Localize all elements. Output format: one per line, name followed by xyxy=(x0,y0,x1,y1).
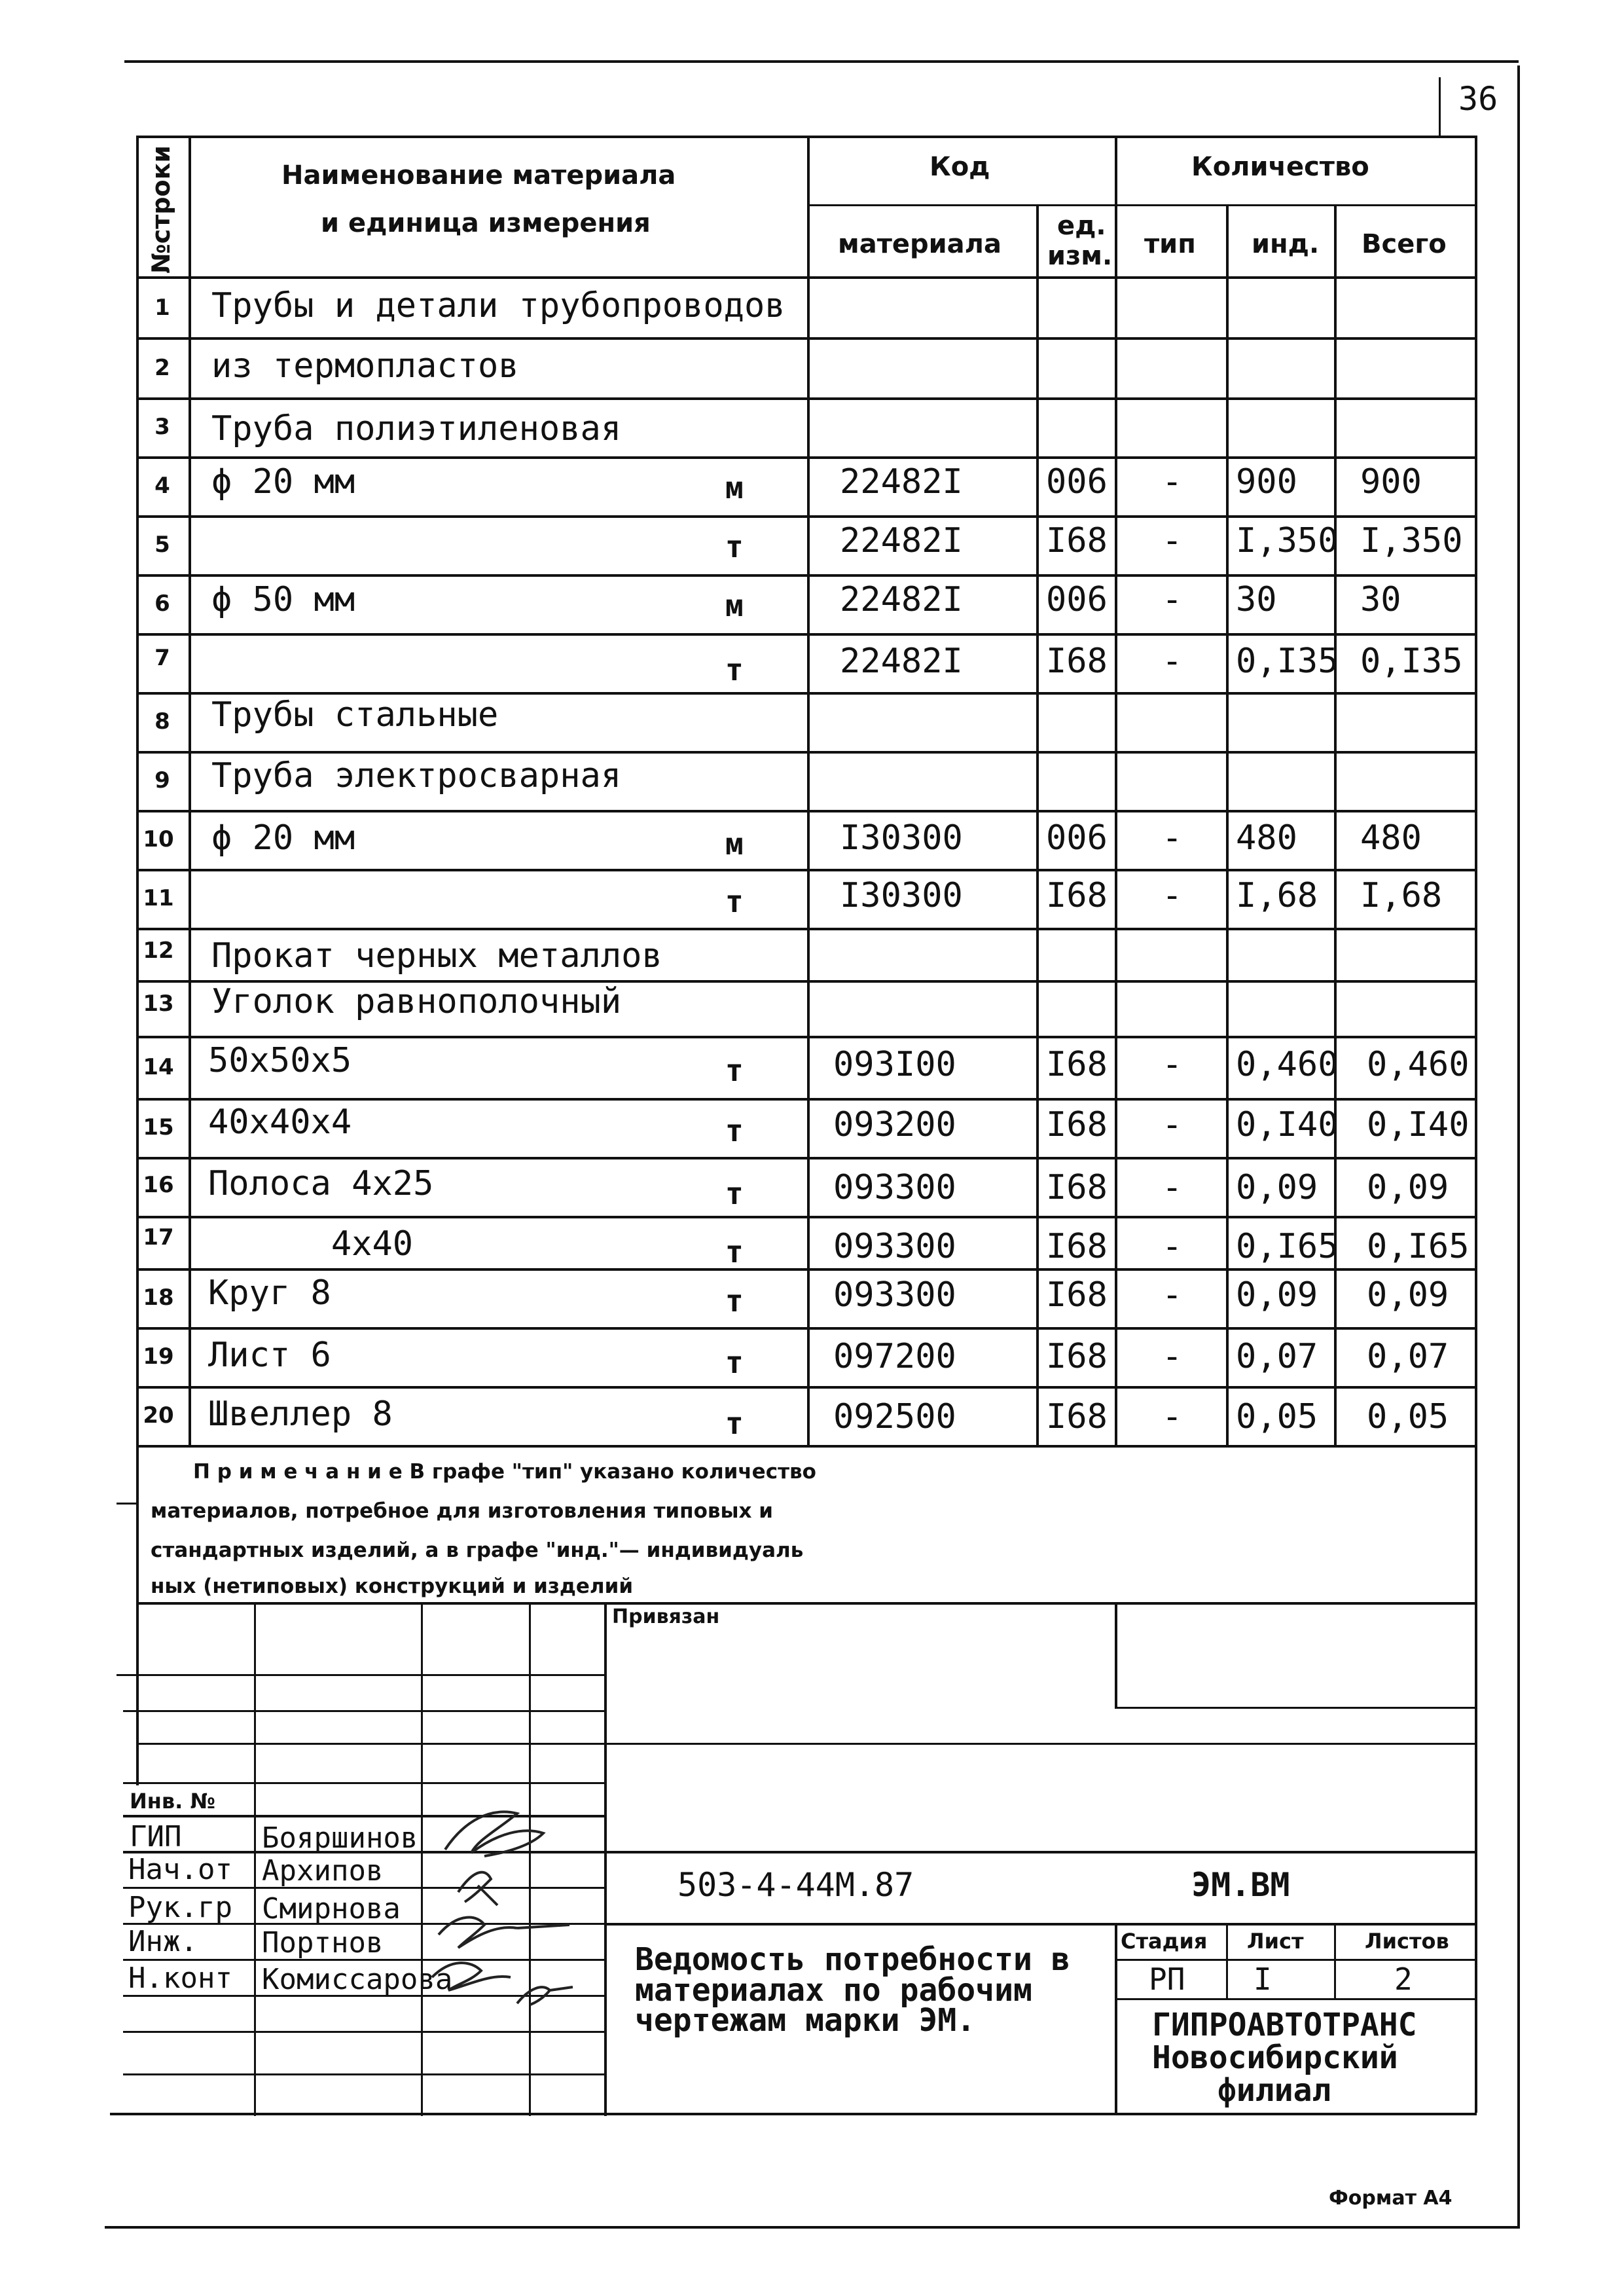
page-number-box-line xyxy=(1439,77,1441,136)
row-unit: м xyxy=(725,588,744,623)
note-line-1: П р и м е ч а н и е В графе "тип" указано количество xyxy=(193,1460,816,1484)
signer-name-lead: Смирнова xyxy=(262,1892,401,1925)
table-row-line xyxy=(136,337,1477,340)
row-type: - xyxy=(1162,1227,1183,1266)
tb-line xyxy=(254,1602,256,2116)
row-name: Уголок равнополочный xyxy=(211,982,622,1021)
organization-line1: ГИПРОАВТОТРАНС xyxy=(1152,2007,1417,2043)
row-ind: 0,09 xyxy=(1236,1168,1318,1207)
table-row-line xyxy=(136,633,1477,636)
tb-line xyxy=(1334,1923,1336,1998)
signer-role-head: Нач.от xyxy=(128,1853,232,1886)
row-unit-code: 006 xyxy=(1046,818,1108,858)
row-total: 0,09 xyxy=(1367,1275,1449,1315)
header-material: материала xyxy=(838,229,1001,259)
row-number: 17 xyxy=(143,1224,174,1250)
row-unit: т xyxy=(725,1176,744,1211)
table-row-line xyxy=(136,1157,1477,1159)
tb-line xyxy=(136,1602,139,1785)
row-unit-code: I68 xyxy=(1046,1045,1108,1084)
tb-line xyxy=(604,1602,607,2116)
row-total: I,350 xyxy=(1360,521,1463,560)
table-row-line xyxy=(136,515,1477,518)
row-unit-code: I68 xyxy=(1046,876,1108,915)
row-number: 14 xyxy=(143,1054,174,1080)
signer-role-gip: ГИП xyxy=(130,1820,182,1853)
row-type: - xyxy=(1162,1105,1183,1144)
row-number: 15 xyxy=(143,1114,174,1140)
row-number: 12 xyxy=(143,938,174,964)
table-row-line xyxy=(136,1098,1477,1101)
row-ind: 480 xyxy=(1236,818,1297,858)
table-row-line xyxy=(136,456,1477,459)
header-row-number: №строки xyxy=(147,145,175,274)
table-row-line xyxy=(136,397,1477,400)
row-name: Трубы стальные xyxy=(211,695,499,735)
row-type: - xyxy=(1162,1168,1183,1207)
header-unit-line2: изм. xyxy=(1047,241,1113,271)
header-total: Всего xyxy=(1362,229,1447,259)
row-unit-code: I68 xyxy=(1046,642,1108,681)
row-material-code: 097200 xyxy=(833,1337,956,1376)
document-title-line3: чертежам марки ЭМ. xyxy=(635,2002,976,2039)
row-unit-code: I68 xyxy=(1046,521,1108,560)
inventory-label: Инв. № xyxy=(130,1789,215,1814)
row-number: 8 xyxy=(154,708,170,735)
row-number: 11 xyxy=(143,885,174,911)
row-material-code: 092500 xyxy=(833,1397,956,1436)
table-row-line xyxy=(136,692,1477,695)
table-col-line xyxy=(1115,136,1117,1445)
row-name: Лист 6 xyxy=(208,1336,331,1375)
row-type: - xyxy=(1162,521,1183,560)
row-total: 0,07 xyxy=(1367,1337,1449,1376)
header-name-line2: и единица измерения xyxy=(321,208,651,238)
table-row-line xyxy=(136,1327,1477,1330)
row-number: 2 xyxy=(154,355,170,381)
row-material-code: I30300 xyxy=(840,876,963,915)
row-material-code: 22482I xyxy=(840,521,963,560)
header-type: тип xyxy=(1144,229,1196,259)
table-row-line xyxy=(136,869,1477,871)
signature-scribbles xyxy=(419,1794,576,2010)
row-name: ϕ 20 мм xyxy=(211,818,355,858)
row-unit: т xyxy=(725,1113,744,1148)
row-name: из термопластов xyxy=(211,346,519,386)
row-unit: т xyxy=(725,1053,744,1088)
row-material-code: 22482I xyxy=(840,580,963,619)
row-type: - xyxy=(1162,580,1183,619)
table-row-line xyxy=(136,276,1477,279)
signer-name-engineer: Портнов xyxy=(262,1926,384,1960)
organization-line2: Новосибирский xyxy=(1152,2039,1398,2076)
header-name-line1: Наименование материала xyxy=(281,160,676,191)
note-line-2: материалов, потребное для изготовления типовых и xyxy=(151,1499,774,1523)
bottom-border-line xyxy=(105,2226,1520,2229)
document-number: 503-4-44М.87 xyxy=(677,1866,914,1904)
row-name: Труба полиэтиленовая xyxy=(211,409,622,448)
signer-role-engineer: Инж. xyxy=(128,1925,198,1958)
row-total: 0,05 xyxy=(1367,1397,1449,1436)
row-number: 13 xyxy=(143,991,174,1017)
row-ind: 0,I35 xyxy=(1236,642,1339,681)
row-unit-code: I68 xyxy=(1046,1105,1108,1144)
table-row-line xyxy=(136,1386,1477,1389)
row-type: - xyxy=(1162,1397,1183,1436)
row-material-code: 22482I xyxy=(840,462,963,502)
organization-line3: филиал xyxy=(1218,2072,1331,2109)
signer-name-gip: Бояршинов xyxy=(262,1821,418,1855)
note-line-3: стандартных изделий, а в графе "инд."— индивидуаль xyxy=(151,1539,804,1562)
row-total: 0,I40 xyxy=(1367,1105,1470,1144)
tb-line xyxy=(136,1602,1477,1605)
row-name: ϕ 20 мм xyxy=(211,462,355,502)
tb-line xyxy=(1115,1923,1117,2113)
row-unit: м xyxy=(725,470,744,505)
tb-line xyxy=(1226,1923,1228,1998)
row-total: I,68 xyxy=(1360,876,1443,915)
row-unit-code: I68 xyxy=(1046,1337,1108,1376)
row-name: 4x40 xyxy=(208,1224,414,1264)
row-ind: 0,I40 xyxy=(1236,1105,1339,1144)
row-type: - xyxy=(1162,1045,1183,1084)
row-unit-code: 006 xyxy=(1046,580,1108,619)
row-unit-code: I68 xyxy=(1046,1168,1108,1207)
row-total: 480 xyxy=(1360,818,1422,858)
header-quantity: Количество xyxy=(1191,152,1369,182)
row-material-code: 093I00 xyxy=(833,1045,956,1084)
row-number: 9 xyxy=(154,767,170,794)
row-number: 6 xyxy=(154,591,170,617)
row-material-code: 22482I xyxy=(840,642,963,681)
row-total: 0,09 xyxy=(1367,1168,1449,1207)
row-type: - xyxy=(1162,1275,1183,1315)
row-name: 40x40x4 xyxy=(208,1103,352,1142)
table-col-line xyxy=(1226,204,1229,1445)
row-number: 1 xyxy=(154,295,170,321)
row-material-code: I30300 xyxy=(840,818,963,858)
header-code: Код xyxy=(929,152,990,182)
row-name: ϕ 50 мм xyxy=(211,580,355,619)
document-mark: ЭМ.ВМ xyxy=(1191,1866,1290,1904)
row-unit-code: I68 xyxy=(1046,1397,1108,1436)
table-row-line xyxy=(136,1216,1477,1218)
tb-line xyxy=(123,2031,604,2033)
row-name: Трубы и детали трубопроводов xyxy=(211,286,785,325)
row-total: 30 xyxy=(1360,580,1401,619)
row-material-code: 093300 xyxy=(833,1275,956,1315)
row-unit: м xyxy=(725,826,744,862)
row-name: Швеллер 8 xyxy=(208,1395,393,1434)
table-col-line xyxy=(807,136,810,1445)
tb-line xyxy=(110,2113,1477,2115)
format-label: Формат А4 xyxy=(1329,2187,1453,2210)
row-number: 3 xyxy=(154,414,170,440)
row-number: 19 xyxy=(143,1343,174,1370)
row-unit: т xyxy=(725,884,744,919)
table-col-line xyxy=(1475,136,1477,2113)
table-row-line xyxy=(136,751,1477,754)
table-col-line xyxy=(1036,204,1039,1445)
bound-label: Привязан xyxy=(612,1605,720,1628)
table-row-line xyxy=(136,1036,1477,1038)
note-line-4: ных (нетиповых) конструкций и изделий xyxy=(151,1575,634,1598)
signer-role-control: Н.конт xyxy=(128,1962,232,1995)
row-name: 50x50x5 xyxy=(208,1041,352,1080)
row-number: 7 xyxy=(154,645,170,671)
row-name: Прокат черных металлов xyxy=(211,936,662,976)
row-total: 0,460 xyxy=(1367,1045,1470,1084)
row-total: 0,I65 xyxy=(1367,1227,1470,1266)
row-number: 4 xyxy=(154,473,170,499)
note-mark-line xyxy=(117,1503,136,1505)
tb-line xyxy=(123,2073,604,2075)
table-row-line xyxy=(136,574,1477,577)
tb-line xyxy=(136,1743,1477,1745)
top-border-line xyxy=(124,60,1519,63)
row-number: 20 xyxy=(143,1402,174,1429)
row-ind: I,350 xyxy=(1236,521,1339,560)
row-number: 10 xyxy=(143,826,174,852)
tb-line xyxy=(1115,1998,1477,2000)
row-material-code: 093300 xyxy=(833,1227,956,1266)
row-number: 18 xyxy=(143,1285,174,1311)
page-number: 36 xyxy=(1458,80,1498,118)
row-name: Круг 8 xyxy=(208,1273,331,1313)
stage-label: Стадия xyxy=(1121,1929,1208,1954)
row-unit-code: 006 xyxy=(1046,462,1108,502)
document-title-line2: материалах по рабочим xyxy=(635,1972,1032,2009)
sheets-label: Листов xyxy=(1365,1929,1449,1954)
tb-line xyxy=(604,1923,1477,1925)
row-unit-code: I68 xyxy=(1046,1227,1108,1266)
row-number: 5 xyxy=(154,532,170,558)
row-type: - xyxy=(1162,818,1183,858)
table-row-line xyxy=(136,1268,1477,1271)
note-frame-line xyxy=(136,1445,139,1602)
row-total: 0,I35 xyxy=(1360,642,1463,681)
right-frame-line xyxy=(1517,65,1520,2226)
row-ind: 900 xyxy=(1236,462,1297,502)
table-row-line xyxy=(136,136,1477,138)
table-row-line xyxy=(136,810,1477,812)
document-title-line1: Ведомость потребности в xyxy=(635,1941,1070,1978)
sheet-value: I xyxy=(1254,1962,1272,1997)
row-type: - xyxy=(1162,642,1183,681)
table-col-line xyxy=(189,136,191,1445)
header-unit-line1: ед. xyxy=(1057,211,1106,241)
row-unit: т xyxy=(725,529,744,564)
row-type: - xyxy=(1162,462,1183,502)
row-unit: т xyxy=(725,1234,744,1269)
tb-line xyxy=(1115,1959,1477,1961)
table-row-line xyxy=(136,928,1477,930)
row-unit: т xyxy=(725,1406,744,1441)
signer-name-head: Архипов xyxy=(262,1854,384,1888)
tb-line xyxy=(123,1710,604,1712)
tb-line xyxy=(123,1782,604,1784)
row-ind: I,68 xyxy=(1236,876,1318,915)
row-total: 900 xyxy=(1360,462,1422,502)
row-number: 16 xyxy=(143,1172,174,1198)
row-ind: 0,09 xyxy=(1236,1275,1318,1315)
tb-line xyxy=(1115,1707,1477,1709)
table-row-line xyxy=(807,204,1476,206)
signer-role-lead: Рук.гр xyxy=(128,1891,232,1924)
tb-line xyxy=(1115,1602,1117,1707)
sheet-label: Лист xyxy=(1247,1929,1304,1954)
row-name: Труба электросварная xyxy=(211,756,622,795)
row-ind: 0,I65 xyxy=(1236,1227,1339,1266)
row-type: - xyxy=(1162,1337,1183,1376)
row-material-code: 093200 xyxy=(833,1105,956,1144)
row-unit-code: I68 xyxy=(1046,1275,1108,1315)
row-type: - xyxy=(1162,876,1183,915)
row-material-code: 093300 xyxy=(833,1168,956,1207)
tb-line xyxy=(117,1674,604,1676)
row-ind: 0,07 xyxy=(1236,1337,1318,1376)
row-ind: 30 xyxy=(1236,580,1277,619)
table-row-line xyxy=(136,1445,1477,1448)
row-unit: т xyxy=(725,652,744,687)
row-ind: 0,460 xyxy=(1236,1045,1339,1084)
row-unit: т xyxy=(725,1283,744,1319)
row-ind: 0,05 xyxy=(1236,1397,1318,1436)
stage-value: РП xyxy=(1149,1962,1185,1997)
sheets-value: 2 xyxy=(1394,1962,1413,1997)
row-name: Полоса 4x25 xyxy=(208,1164,434,1203)
row-unit: т xyxy=(725,1345,744,1380)
header-ind: инд. xyxy=(1252,229,1320,259)
signer-name-control: Комиссарова xyxy=(262,1963,453,1996)
